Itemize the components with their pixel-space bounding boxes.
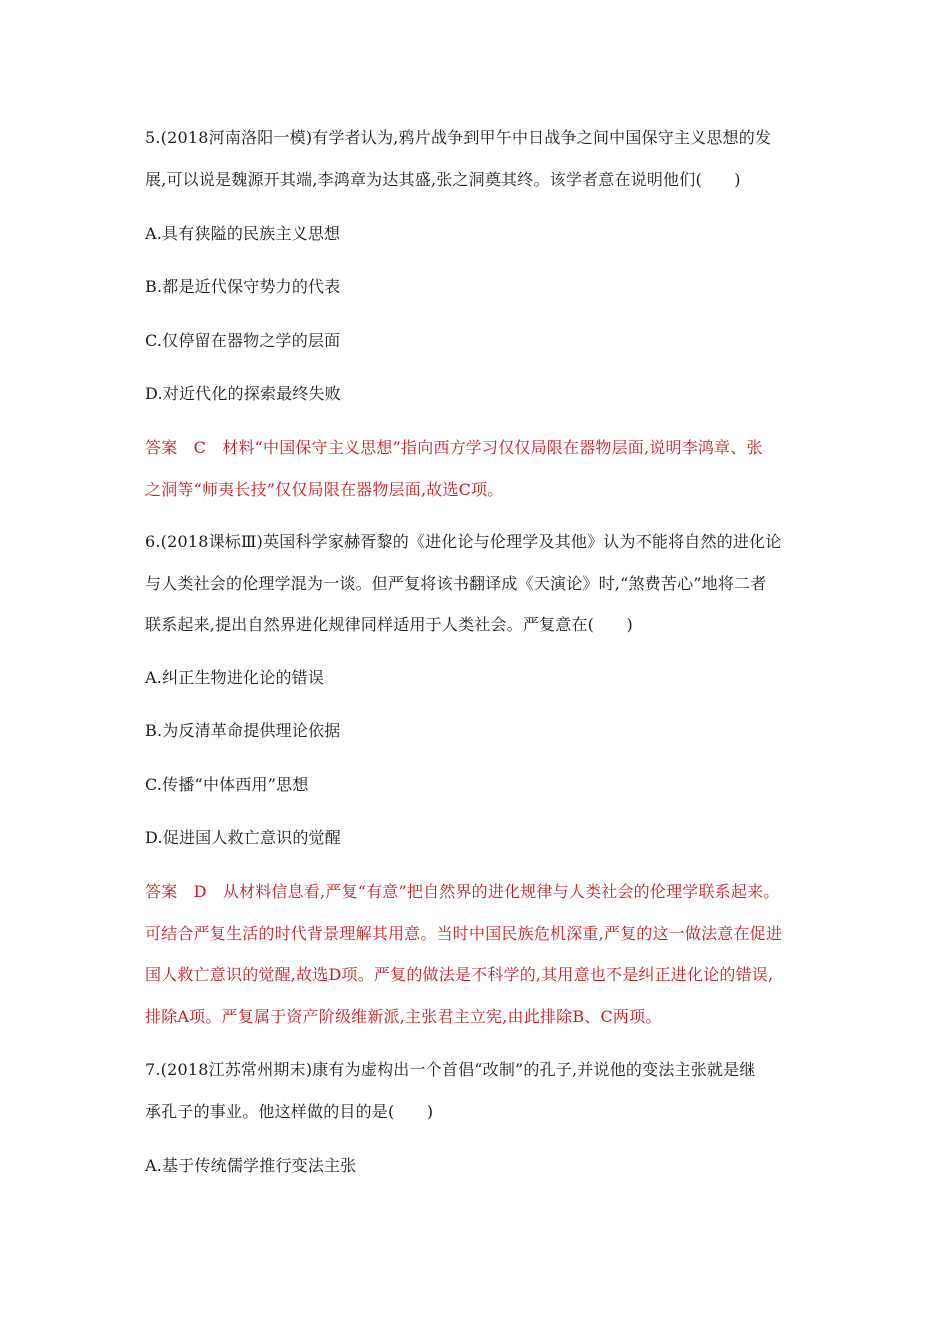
q7-option-a: A.基于传统儒学推行变法主张 — [145, 1156, 357, 1175]
q6-answer-line-2: 可结合严复生活的时代背景理解其用意。当时中国民族危机深重,严复的这一做法意在促进 — [145, 924, 783, 943]
q5-option-b: B.都是近代保守势力的代表 — [145, 277, 341, 296]
q6-stem-line-2: 与人类社会的伦理学混为一谈。但严复将该书翻译成《天演论》时,“煞费苦心”地将二者 — [145, 574, 767, 593]
q6-option-d: D.促进国人救亡意识的觉醒 — [145, 828, 341, 847]
q5-stem-line-2: 展,可以说是魏源开其端,李鸿章为达其盛,张之洞奠其终。该学者意在说明他们( ) — [145, 170, 741, 189]
q7-stem-line-1: 7.(2018江苏常州期末)康有为虚构出一个首倡“改制”的孔子,并说他的变法主张就是继 — [145, 1060, 756, 1079]
q7-stem-line-2: 承孔子的事业。他这样做的目的是( ) — [145, 1102, 434, 1121]
q5-answer-line-2: 之洞等“师夷长技”仅仅局限在器物层面,故选C项。 — [145, 480, 504, 499]
q6-answer-line-3: 国人救亡意识的觉醒,故选D项。严复的做法是不科学的,其用意也不是纠正进化论的错误, — [145, 965, 774, 984]
q5-answer-line-1: 答案 C 材料“中国保守主义思想”指向西方学习仅仅局限在器物层面,说明李鸿章、张 — [145, 438, 763, 457]
q6-stem-line-3: 联系起来,提出自然界进化规律同样适用于人类社会。严复意在( ) — [145, 615, 633, 634]
q6-option-a: A.纠正生物进化论的错误 — [145, 668, 325, 687]
q5-option-c: C.仅停留在器物之学的层面 — [145, 331, 341, 350]
q6-option-b: B.为反清革命提供理论依据 — [145, 721, 341, 740]
q5-stem-line-1: 5.(2018河南洛阳一模)有学者认为,鸦片战争到甲午中日战争之间中国保守主义思想的发 — [145, 128, 772, 147]
q5-option-a: A.具有狭隘的民族主义思想 — [145, 224, 341, 243]
q6-stem-line-1: 6.(2018课标Ⅲ)英国科学家赫胥黎的《进化论与伦理学及其他》认为不能将自然的进化论 — [145, 532, 782, 551]
q6-answer-line-1: 答案 D 从材料信息看,严复“有意”把自然界的进化规律与人类社会的伦理学联系起来。 — [145, 882, 780, 901]
q6-option-c: C.传播“中体西用”思想 — [145, 775, 309, 794]
q5-option-d: D.对近代化的探索最终失败 — [145, 384, 341, 403]
q6-answer-line-4: 排除A项。严复属于资产阶级维新派,主张君主立宪,由此排除B、C两项。 — [145, 1007, 662, 1026]
